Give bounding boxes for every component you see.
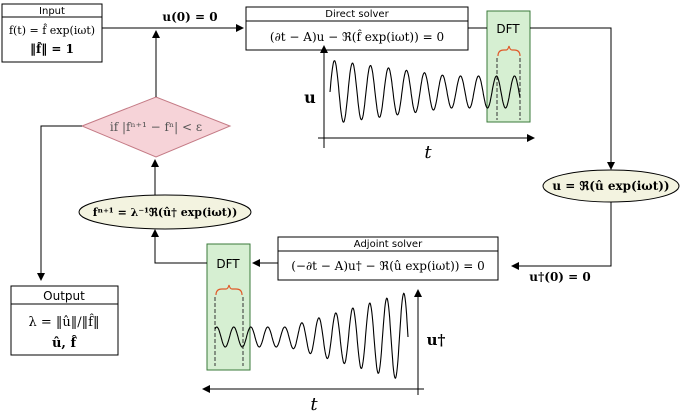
input-forcing-formula: f(t) = f̂ exp(iωt) <box>8 24 96 37</box>
arrow-dft-to-update <box>155 230 207 263</box>
bottom-dft-label: DFT <box>216 257 240 271</box>
input-box <box>2 4 102 62</box>
adjoint-init-label: u†(0) = 0 <box>529 270 591 284</box>
arrow-ellipse-to-adjoint <box>512 202 611 266</box>
direct-solver-equation: (∂t − A)u − ℜ(f̂ exp(iωt)) = 0 <box>269 30 445 44</box>
bottom-plot-x-label: t <box>310 394 318 414</box>
top-dft-label: DFT <box>496 22 520 36</box>
bottom-dft-window <box>207 244 250 370</box>
top-plot-y-label: u <box>304 88 316 107</box>
direct-solver-title: Direct solver <box>325 9 389 20</box>
convergence-check-diamond <box>82 97 230 157</box>
top-dft-window <box>487 11 530 122</box>
adjoint-solver-equation: (−∂t − A)u† − ℜ(û exp(iωt)) = 0 <box>291 259 485 273</box>
arrow-check-to-output <box>41 126 82 280</box>
convergence-condition: if |fⁿ⁺¹ − fⁿ| < ε <box>109 120 203 134</box>
output-gain-formula: λ = ‖û‖/‖f̂‖ <box>28 315 100 330</box>
output-box <box>11 286 118 355</box>
update-ellipse-formula: fⁿ⁺¹ = λ⁻¹ℜ(û† exp(iωt)) <box>92 206 238 219</box>
input-norm-formula: ‖f̂‖ = 1 <box>30 42 74 56</box>
arrow-dft-to-u-ellipse <box>530 28 611 169</box>
forcing-update-ellipse <box>79 195 251 229</box>
u-reconstruction-ellipse <box>543 170 679 202</box>
bottom-plot-y-label: u† <box>426 331 446 349</box>
adjoint-solver-title: Adjoint solver <box>353 239 423 250</box>
u-ellipse-formula: u = ℜ(û exp(iωt)) <box>552 179 670 193</box>
output-modes-formula: û, f̂ <box>51 336 77 351</box>
input-title: Input <box>39 6 65 17</box>
init-condition-label: u(0) = 0 <box>162 10 218 24</box>
direct-solver-box <box>246 7 468 50</box>
top-plot-x-label: t <box>424 142 432 163</box>
output-title: Output <box>43 289 85 303</box>
adjoint-solver-box <box>278 237 498 280</box>
